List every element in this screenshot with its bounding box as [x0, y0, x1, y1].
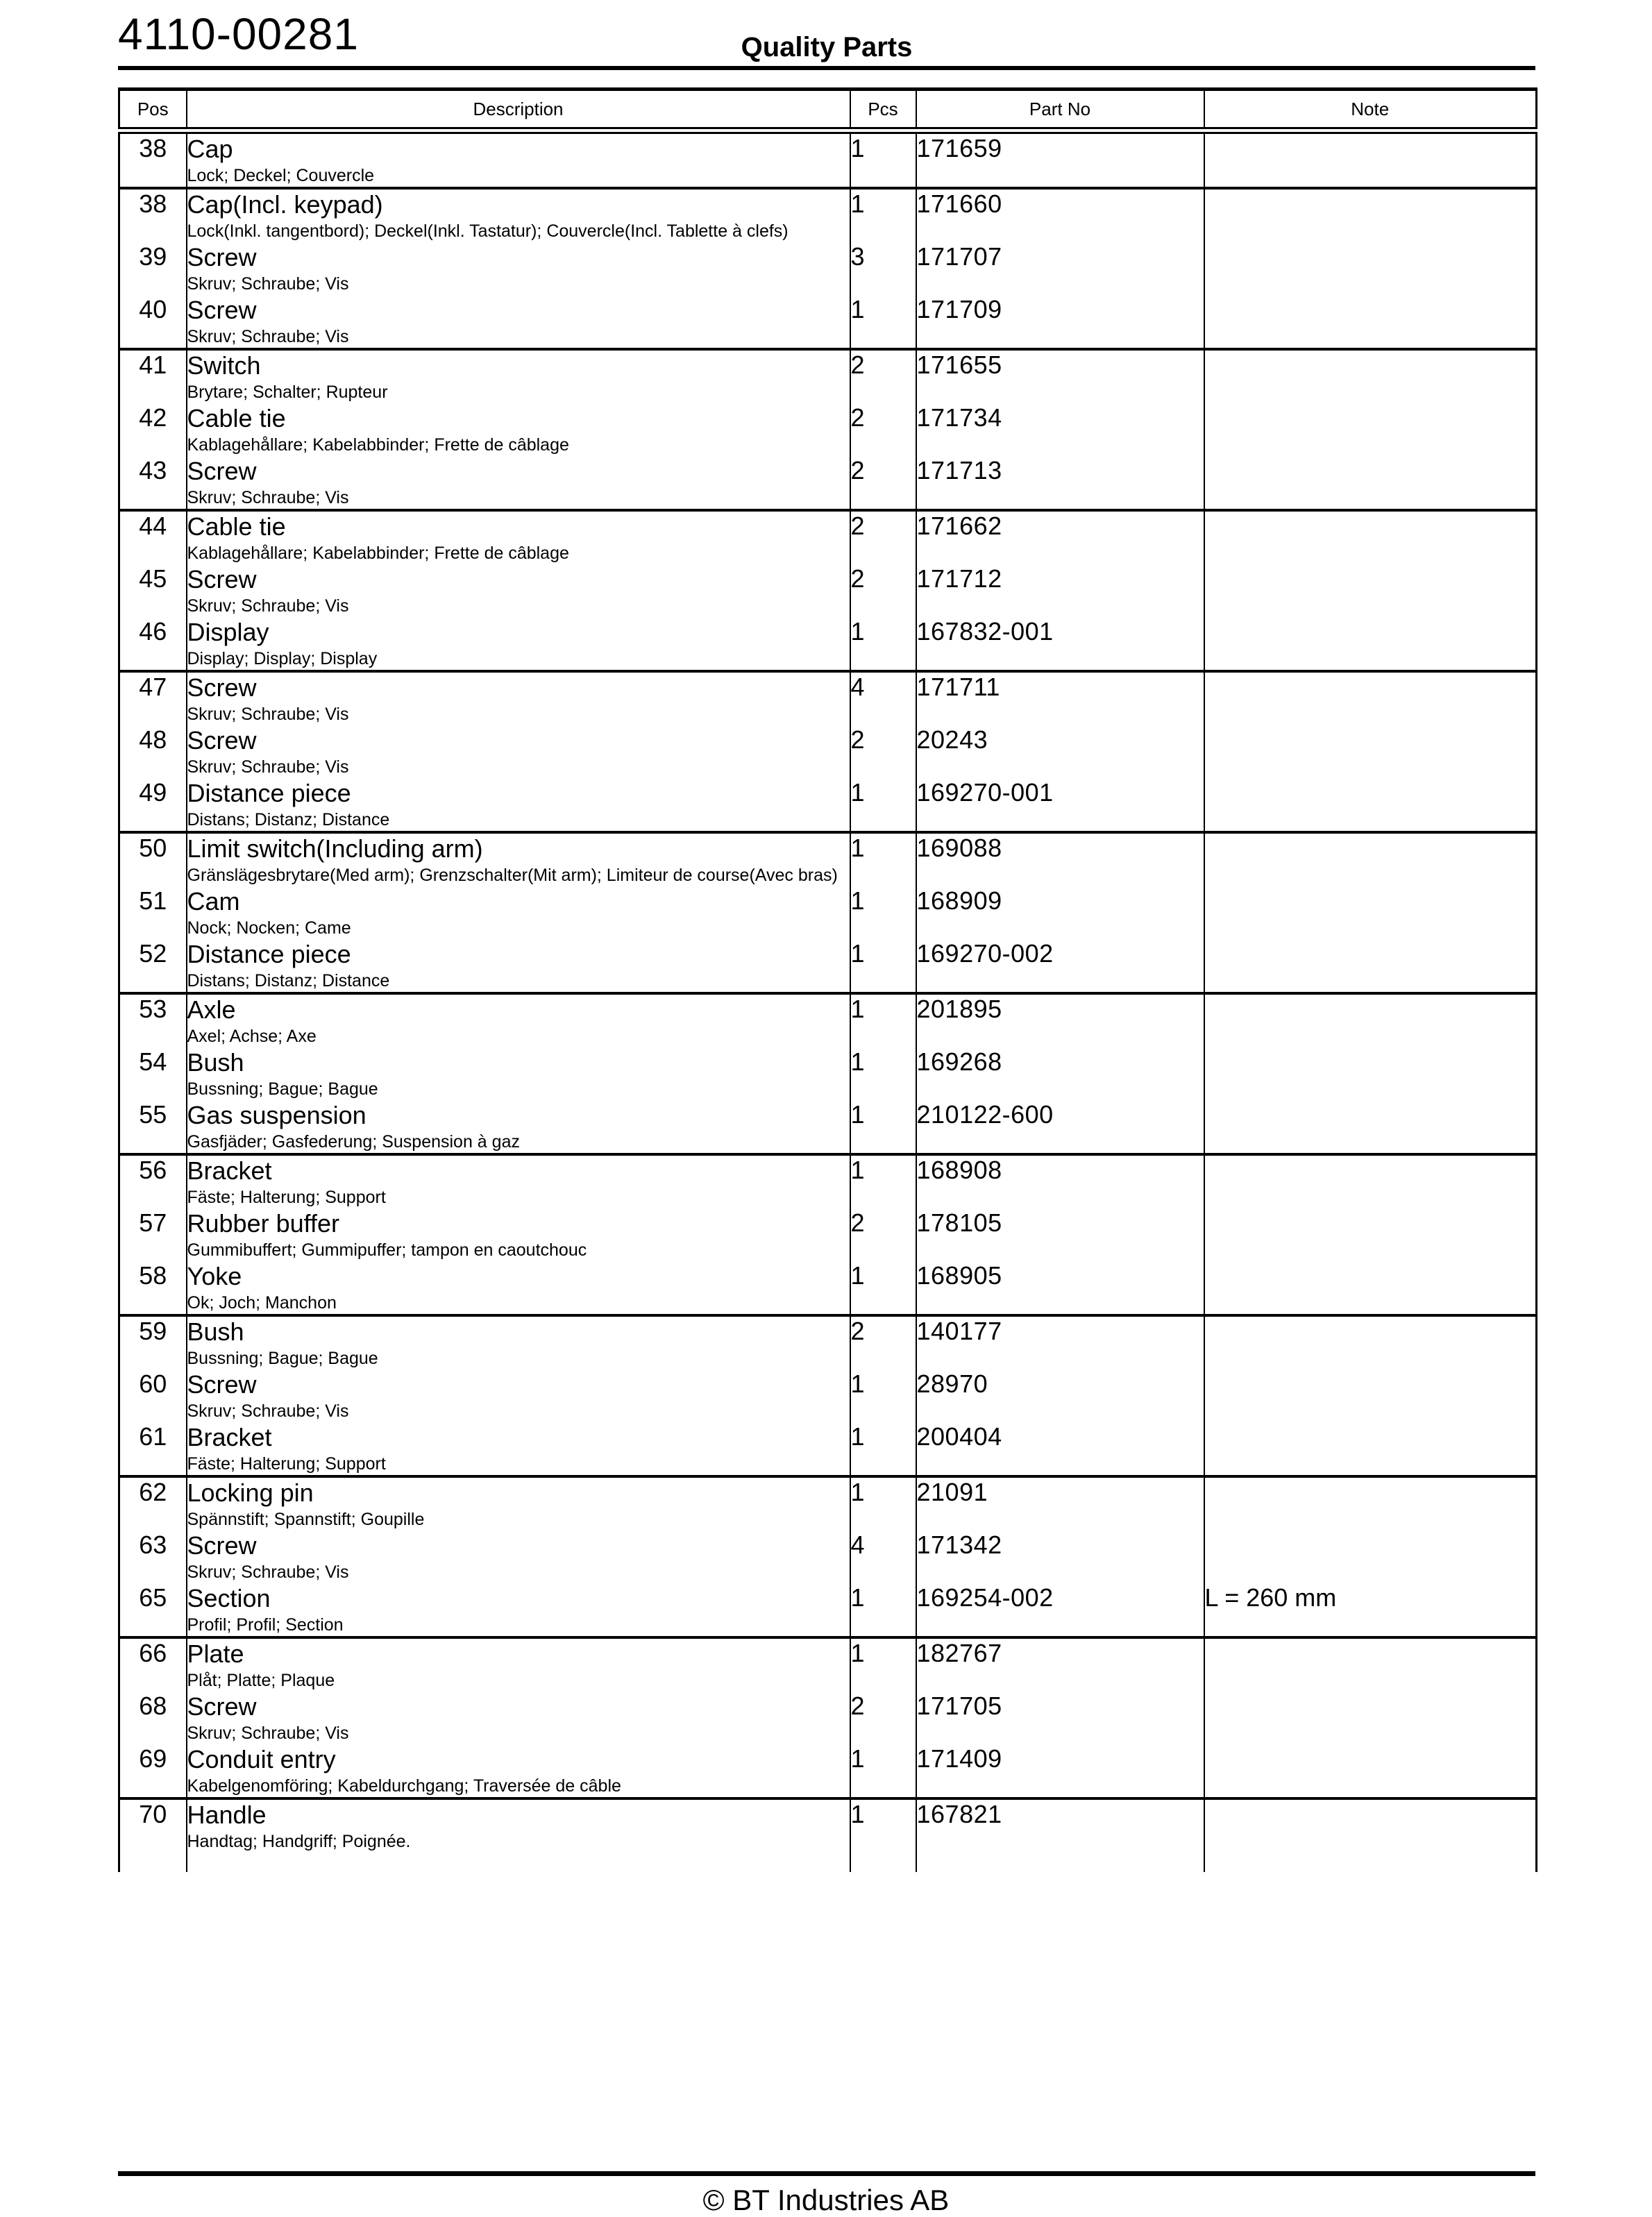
part-no-cell: 171660 [916, 188, 1204, 242]
description-title: Bracket [187, 1423, 272, 1451]
note-cell [1204, 1798, 1537, 1872]
description-title: Screw [187, 243, 257, 271]
description-title: Handle [187, 1801, 267, 1829]
description-cell [187, 349, 850, 403]
col-header-note: Note [1204, 90, 1537, 131]
pcs-cell: 1 [850, 832, 916, 886]
pos-cell: 53 [119, 993, 187, 1047]
description-translations: Skruv; Schraube; Vis [187, 327, 349, 346]
table-row [119, 1422, 1537, 1476]
description-title: Bush [187, 1048, 244, 1077]
description-cell [187, 617, 850, 671]
description-cell [187, 564, 850, 617]
description-cell [187, 1208, 850, 1261]
pcs-cell: 2 [850, 456, 916, 510]
note-cell [1204, 886, 1537, 939]
part-no-cell: 171662 [916, 510, 1204, 564]
pcs-cell: 1 [850, 1583, 916, 1637]
table-row [119, 456, 1537, 510]
part-no-cell: 171709 [916, 295, 1204, 349]
pos-cell: 58 [119, 1261, 187, 1315]
table-row [119, 1798, 1537, 1872]
pos-cell: 61 [119, 1422, 187, 1476]
part-no-cell: 168908 [916, 1154, 1204, 1208]
pcs-cell: 1 [850, 1154, 916, 1208]
pos-cell: 38 [119, 188, 187, 242]
description-title: Cap [187, 135, 233, 163]
description-translations: Kablagehållare; Kabelabbinder; Frette de câblage [187, 543, 569, 563]
description-translations: Kabelgenomföring; Kabeldurchgang; Traversée de câble [187, 1776, 621, 1796]
table-row [119, 349, 1537, 403]
description-translations: Ok; Joch; Manchon [187, 1293, 337, 1313]
part-no-cell: 201895 [916, 993, 1204, 1047]
description-cell [187, 778, 850, 832]
description-cell [187, 295, 850, 349]
pcs-cell: 1 [850, 1261, 916, 1315]
pos-cell: 44 [119, 510, 187, 564]
pcs-cell: 2 [850, 510, 916, 564]
pos-cell: 70 [119, 1798, 187, 1872]
description-title: Bush [187, 1317, 244, 1346]
pcs-cell: 1 [850, 130, 916, 188]
description-cell [187, 886, 850, 939]
note-cell [1204, 778, 1537, 832]
note-cell [1204, 1692, 1537, 1744]
description-cell [187, 188, 850, 242]
parts-table [118, 87, 1537, 1872]
table-row [119, 725, 1537, 778]
description-title: Screw [187, 1531, 257, 1560]
description-title: Screw [187, 1370, 257, 1399]
part-no-cell: 140177 [916, 1315, 1204, 1369]
description-title: Bracket [187, 1156, 272, 1185]
pcs-cell: 1 [850, 188, 916, 242]
note-cell [1204, 1047, 1537, 1100]
table-row [119, 1476, 1537, 1531]
note-cell [1204, 456, 1537, 510]
part-no-cell: 168909 [916, 886, 1204, 939]
table-row [119, 1583, 1537, 1637]
description-cell [187, 403, 850, 456]
table-row [119, 993, 1537, 1047]
pos-cell: 69 [119, 1744, 187, 1798]
description-title: Distance piece [187, 940, 351, 968]
pos-cell: 59 [119, 1315, 187, 1369]
pos-cell: 42 [119, 403, 187, 456]
description-title: Plate [187, 1639, 244, 1668]
table-row [119, 617, 1537, 671]
table-row [119, 1637, 1537, 1692]
description-title: Switch [187, 351, 261, 380]
part-no-cell: 169270-002 [916, 939, 1204, 993]
footer-rule [118, 2171, 1535, 2176]
pcs-cell: 1 [850, 1798, 916, 1872]
part-no-cell: 21091 [916, 1476, 1204, 1531]
pos-cell: 43 [119, 456, 187, 510]
note-cell [1204, 1637, 1537, 1692]
col-header-part-no: Part No [916, 90, 1204, 131]
page-title: Quality Parts [741, 32, 913, 62]
table-row [119, 510, 1537, 564]
pos-cell: 49 [119, 778, 187, 832]
pos-cell: 46 [119, 617, 187, 671]
pcs-cell: 1 [850, 617, 916, 671]
note-cell [1204, 671, 1537, 725]
description-title: Cap(Incl. keypad) [187, 190, 383, 219]
description-title: Screw [187, 296, 257, 324]
description-translations: Axel; Achse; Axe [187, 1027, 317, 1046]
table-row [119, 1261, 1537, 1315]
header-rule [118, 66, 1535, 70]
table-row [119, 778, 1537, 832]
description-cell [187, 1100, 850, 1154]
note-cell [1204, 1208, 1537, 1261]
description-translations: Display; Display; Display [187, 649, 378, 668]
pcs-cell: 2 [850, 349, 916, 403]
description-translations: Skruv; Schraube; Vis [187, 596, 349, 616]
note-cell [1204, 564, 1537, 617]
description-cell [187, 939, 850, 993]
description-translations: Skruv; Schraube; Vis [187, 488, 349, 507]
description-cell [187, 456, 850, 510]
note-cell [1204, 1261, 1537, 1315]
pcs-cell: 1 [850, 1744, 916, 1798]
part-no-cell: 169270-001 [916, 778, 1204, 832]
part-no-cell: 171409 [916, 1744, 1204, 1798]
part-no-cell: 169088 [916, 832, 1204, 886]
table-row [119, 188, 1537, 242]
table-row [119, 1744, 1537, 1798]
pcs-cell: 1 [850, 1369, 916, 1422]
note-cell [1204, 188, 1537, 242]
description-translations: Handtag; Handgriff; Poignée. [187, 1832, 411, 1851]
note-cell [1204, 1315, 1537, 1369]
pcs-cell: 2 [850, 725, 916, 778]
note-cell [1204, 1154, 1537, 1208]
pcs-cell: 1 [850, 1476, 916, 1531]
footer-copyright: © BT Industries AB [702, 2184, 950, 2216]
note-cell [1204, 242, 1537, 295]
description-translations: Bussning; Bague; Bague [187, 1079, 378, 1099]
description-title: Screw [187, 673, 257, 702]
description-translations: Profil; Profil; Section [187, 1615, 344, 1635]
table-row [119, 1047, 1537, 1100]
description-title: Distance piece [187, 779, 351, 807]
note-cell [1204, 403, 1537, 456]
part-no-cell: 171659 [916, 130, 1204, 188]
pos-cell: 62 [119, 1476, 187, 1531]
note-cell [1204, 1369, 1537, 1422]
table-header-row [119, 90, 1537, 131]
part-no-cell: 182767 [916, 1637, 1204, 1692]
description-title: Display [187, 618, 269, 646]
description-title: Cam [187, 887, 240, 916]
description-translations: Fäste; Halterung; Support [187, 1454, 386, 1474]
description-cell [187, 725, 850, 778]
part-no-cell: 169268 [916, 1047, 1204, 1100]
part-no-cell: 20243 [916, 725, 1204, 778]
description-translations: Skruv; Schraube; Vis [187, 1723, 349, 1743]
description-translations: Bussning; Bague; Bague [187, 1349, 378, 1368]
table-row [119, 1154, 1537, 1208]
pos-cell: 48 [119, 725, 187, 778]
part-no-cell: 171712 [916, 564, 1204, 617]
description-title: Gas suspension [187, 1101, 366, 1129]
pcs-cell: 2 [850, 1208, 916, 1261]
pos-cell: 60 [119, 1369, 187, 1422]
pcs-cell: 2 [850, 1692, 916, 1744]
description-cell [187, 1744, 850, 1798]
description-cell [187, 1583, 850, 1637]
part-no-cell: 200404 [916, 1422, 1204, 1476]
note-cell [1204, 1422, 1537, 1476]
description-translations: Fäste; Halterung; Support [187, 1188, 386, 1207]
note-cell [1204, 939, 1537, 993]
description-translations: Plåt; Platte; Plaque [187, 1671, 335, 1690]
pcs-cell: 2 [850, 403, 916, 456]
note-cell [1204, 993, 1537, 1047]
pos-cell: 47 [119, 671, 187, 725]
part-no-cell: 171734 [916, 403, 1204, 456]
description-cell [187, 1422, 850, 1476]
doc-number: 4110-00281 [118, 9, 359, 59]
table-row [119, 671, 1537, 725]
pcs-cell: 2 [850, 1315, 916, 1369]
pos-cell: 54 [119, 1047, 187, 1100]
part-no-cell: 171707 [916, 242, 1204, 295]
description-title: Screw [187, 565, 257, 593]
description-cell [187, 1692, 850, 1744]
table-row [119, 886, 1537, 939]
pcs-cell: 3 [850, 242, 916, 295]
description-cell [187, 1047, 850, 1100]
table-row [119, 564, 1537, 617]
part-no-cell: 169254-002 [916, 1583, 1204, 1637]
pcs-cell: 2 [850, 564, 916, 617]
table-row [119, 1315, 1537, 1369]
pos-cell: 51 [119, 886, 187, 939]
part-no-cell: 168905 [916, 1261, 1204, 1315]
pcs-cell: 4 [850, 671, 916, 725]
pos-cell: 68 [119, 1692, 187, 1744]
table-row [119, 939, 1537, 993]
description-translations: Skruv; Schraube; Vis [187, 1562, 349, 1582]
note-cell [1204, 617, 1537, 671]
pcs-cell: 1 [850, 778, 916, 832]
description-title: Rubber buffer [187, 1209, 339, 1238]
description-cell [187, 1261, 850, 1315]
description-title: Screw [187, 1692, 257, 1721]
description-translations: Distans; Distanz; Distance [187, 810, 390, 829]
table-row [119, 242, 1537, 295]
part-no-cell: 171713 [916, 456, 1204, 510]
pcs-cell: 1 [850, 1047, 916, 1100]
description-translations: Distans; Distanz; Distance [187, 971, 390, 991]
pos-cell: 55 [119, 1100, 187, 1154]
description-translations: Skruv; Schraube; Vis [187, 705, 349, 724]
description-cell [187, 1637, 850, 1692]
note-cell [1204, 1531, 1537, 1583]
note-cell [1204, 130, 1537, 188]
table-row [119, 1208, 1537, 1261]
pos-cell: 56 [119, 1154, 187, 1208]
note-cell [1204, 832, 1537, 886]
description-title: Locking pin [187, 1478, 314, 1507]
pos-cell: 40 [119, 295, 187, 349]
note-cell [1204, 1476, 1537, 1531]
part-no-cell: 167832-001 [916, 617, 1204, 671]
description-title: Conduit entry [187, 1745, 336, 1773]
description-translations: Lock(Inkl. tangentbord); Deckel(Inkl. Tastatur); Couvercle(Incl. Tablette à clefs) [187, 221, 789, 241]
pos-cell: 66 [119, 1637, 187, 1692]
description-cell [187, 1798, 850, 1872]
note-cell [1204, 349, 1537, 403]
part-no-cell: 178105 [916, 1208, 1204, 1261]
pcs-cell: 1 [850, 939, 916, 993]
description-cell [187, 832, 850, 886]
note-cell [1204, 1100, 1537, 1154]
description-translations: Skruv; Schraube; Vis [187, 1401, 349, 1421]
pos-cell: 38 [119, 130, 187, 188]
note-cell [1204, 510, 1537, 564]
pos-cell: 63 [119, 1531, 187, 1583]
part-no-cell: 171705 [916, 1692, 1204, 1744]
note-cell [1204, 1744, 1537, 1798]
description-title: Cable tie [187, 512, 286, 541]
pos-cell: 52 [119, 939, 187, 993]
pos-cell: 50 [119, 832, 187, 886]
col-header-description: Description [187, 90, 850, 131]
description-translations: Spännstift; Spannstift; Goupille [187, 1510, 425, 1529]
note-cell [1204, 725, 1537, 778]
description-title: Axle [187, 995, 236, 1024]
pos-cell: 57 [119, 1208, 187, 1261]
part-no-cell: 171711 [916, 671, 1204, 725]
description-translations: Skruv; Schraube; Vis [187, 274, 349, 294]
table-row [119, 832, 1537, 886]
table-row [119, 1531, 1537, 1583]
note-cell [1204, 295, 1537, 349]
description-cell [187, 1154, 850, 1208]
description-cell [187, 130, 850, 188]
table-row [119, 403, 1537, 456]
pcs-cell: 4 [850, 1531, 916, 1583]
pcs-cell: 1 [850, 886, 916, 939]
pcs-cell: 1 [850, 1422, 916, 1476]
description-cell [187, 1315, 850, 1369]
description-translations: Gummibuffert; Gummipuffer; tampon en caoutchouc [187, 1240, 587, 1260]
description-title: Yoke [187, 1262, 242, 1290]
description-cell [187, 1369, 850, 1422]
description-translations: Gränslägesbrytare(Med arm); Grenzschalter(Mit arm); Limiteur de course(Avec bras) [187, 866, 838, 885]
description-cell [187, 1476, 850, 1531]
part-no-cell: 171342 [916, 1531, 1204, 1583]
description-cell [187, 993, 850, 1047]
part-no-cell: 210122-600 [916, 1100, 1204, 1154]
description-title: Cable tie [187, 404, 286, 432]
part-no-cell: 171655 [916, 349, 1204, 403]
pcs-cell: 1 [850, 295, 916, 349]
table-row [119, 1369, 1537, 1422]
description-translations: Brytare; Schalter; Rupteur [187, 382, 388, 402]
pcs-cell: 1 [850, 1637, 916, 1692]
pos-cell: 45 [119, 564, 187, 617]
pos-cell: 39 [119, 242, 187, 295]
part-no-cell: 28970 [916, 1369, 1204, 1422]
part-no-cell: 167821 [916, 1798, 1204, 1872]
description-translations: Gasfjäder; Gasfederung; Suspension à gaz [187, 1132, 520, 1152]
description-title: Screw [187, 726, 257, 755]
description-cell [187, 242, 850, 295]
table-row [119, 1692, 1537, 1744]
note-cell: L = 260 mm [1204, 1583, 1537, 1637]
description-title: Limit switch(Including arm) [187, 834, 483, 863]
description-translations: Nock; Nocken; Came [187, 918, 351, 938]
col-header-pcs: Pcs [850, 90, 916, 131]
description-cell [187, 510, 850, 564]
pos-cell: 65 [119, 1583, 187, 1637]
parts-table-body [119, 130, 1537, 1872]
pcs-cell: 1 [850, 1100, 916, 1154]
description-title: Section [187, 1584, 271, 1612]
description-translations: Lock; Deckel; Couvercle [187, 166, 375, 185]
description-title: Screw [187, 457, 257, 485]
table-row [119, 295, 1537, 349]
table-row [119, 1100, 1537, 1154]
col-header-pos: Pos [119, 90, 187, 131]
pcs-cell: 1 [850, 993, 916, 1047]
pos-cell: 41 [119, 349, 187, 403]
description-translations: Skruv; Schraube; Vis [187, 757, 349, 777]
description-cell [187, 1531, 850, 1583]
table-row [119, 130, 1537, 188]
description-cell [187, 671, 850, 725]
description-translations: Kablagehållare; Kabelabbinder; Frette de câblage [187, 435, 569, 455]
